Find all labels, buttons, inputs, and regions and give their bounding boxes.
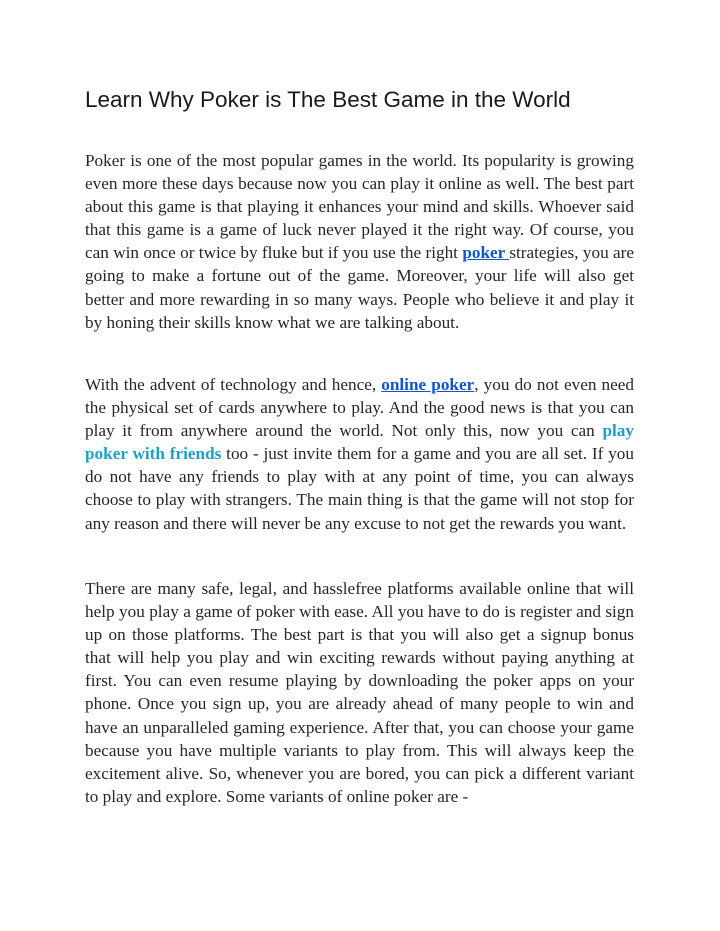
paragraph-1-text-start: Poker is one of the most popular games in the world. Its popularity is growing even more these days because now you can play it online as well. The best part about this game is that playing it enhances your mind and skills. Whoever said that this game is a game of luck never played it the right way. Of course, you can win once or twice by fluke but if you use the right bbox=[85, 151, 634, 263]
paragraph-2-text-middle: , you do not even need the physical set of cards anywhere to play. And the good news is that you can play it from anywhere around the world. Not only this, now you can bbox=[85, 375, 634, 441]
poker-link[interactable]: poker bbox=[462, 243, 510, 263]
paragraph-2-text-start: With the advent of technology and hence, bbox=[85, 375, 382, 394]
paragraph-3 bbox=[85, 577, 634, 808]
paragraph-3-text: There are many safe, legal, and hasslefree platforms available online that will help you play a game of poker with ease. All you have to do is register and sign up on those platforms. The best part is that you will also get a signup bonus that will help you play and win exciting rewards without paying anything at first. You can even resume playing by downloading the poker apps on your phone. Once you sign up, you are already ahead of many people to win and have an unparalleled gaming experience. After that, you can choose your game because you have multiple variants to play from. This will always keep the excitement alive. So, whenever you are bored, you can pick a different variant to play and explore. Some variants of online poker are - bbox=[85, 579, 634, 806]
paragraph-2 bbox=[85, 373, 634, 535]
online-poker-link[interactable]: online poker bbox=[381, 375, 475, 394]
paragraph-1-text-end: strategies, you are going to make a fortune out of the game. Moreover, your life will also get better and more rewarding in so many ways. People who believe it and play it by honing their skills know what we are talking about. bbox=[85, 243, 634, 332]
paragraph-1 bbox=[85, 149, 634, 334]
page-title: Learn Why Poker is The Best Game in the World bbox=[85, 87, 571, 112]
paragraph-2-text-end: too - just invite them for a game and you are all set. If you do not have any friends to play with at any point of time, you can always choose to play with strangers. The main thing is that the game will not stop for any reason and there will never be any excuse to not get the rewards you want. bbox=[85, 444, 634, 533]
play-poker-with-friends-link[interactable]: play poker with friends bbox=[85, 421, 634, 464]
